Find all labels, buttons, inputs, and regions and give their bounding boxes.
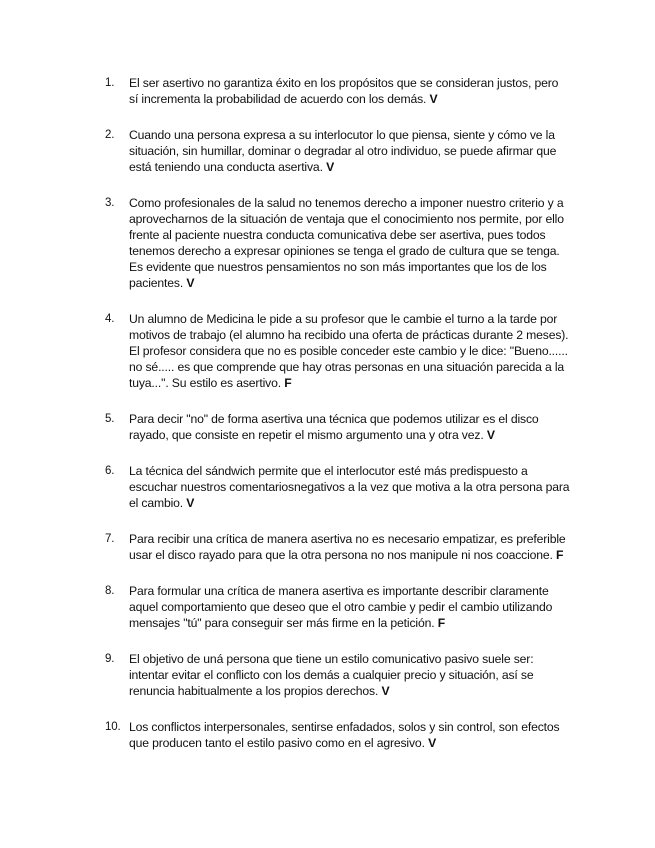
- item-number: 1.: [105, 77, 115, 89]
- item-text: Un alumno de Medicina le pide a su profesor que le cambie el turno a la tarde por motivos de trabajo (el alumno ha recibido una oferta de prácticas durante 2 meses). El profesor considera que no es posible conceder este cambio y le dice: "Bueno...... no sé..... es que comprende que hay otras personas en una situación parecida a la tuya...". Su estilo es asertivo.: [129, 312, 569, 390]
- item-number: 5.: [105, 413, 115, 425]
- item-number: 9.: [105, 653, 115, 665]
- item-answer: V: [186, 276, 195, 290]
- list-item: [105, 75, 570, 107]
- item-answer: F: [556, 548, 564, 562]
- item-text: Para decir "no" de forma asertiva una técnica que podemos utilizar es el disco rayado, que consiste en repetir el mismo argumento una y otra vez.: [129, 412, 539, 442]
- item-number: 10.: [105, 721, 121, 733]
- list-item: [105, 195, 570, 291]
- item-text: Cuando una persona expresa a su interlocutor lo que piensa, siente y cómo ve la situación, sin humillar, dominar o degradar al otro individuo, se puede afirmar que está teniendo una conducta asertiva.: [129, 128, 557, 174]
- item-answer: F: [284, 376, 292, 390]
- item-number: 2.: [105, 129, 115, 141]
- item-text: Como profesionales de la salud no tenemos derecho a imponer nuestro criterio y a aprovecharnos de la situación de ventaja que el conocimiento nos permite, por ello frente al paciente nuestra conducta comunicativa debe ser asertiva, pues todos tenemos derecho a expresar opiniones se tenga el grado de cultura que se tenga. Es evidente que nuestros pensamientos no son más importantes que los de los pacientes.: [129, 196, 564, 290]
- item-answer: V: [428, 736, 437, 750]
- item-text: Los conflictos interpersonales, sentirse enfadados, solos y sin control, son efectos que producen tanto el estilo pasivo como en el agresivo.: [129, 720, 560, 750]
- item-answer: V: [429, 92, 438, 106]
- item-text: Para formular una crítica de manera asertiva es importante describir claramente aquel comportamiento que deseo que el otro cambie y pedir el cambio utilizando mensajes "tú" para conseguir ser más firme en la petición.: [129, 584, 553, 630]
- list-item: [105, 719, 570, 751]
- list-item: [105, 531, 570, 563]
- list-item: [105, 411, 570, 443]
- item-answer: V: [381, 684, 390, 698]
- item-text: Para recibir una crítica de manera asertiva no es necesario empatizar, es preferible usar el disco rayado para que la otra persona no nos manipule ni nos coaccione.: [129, 532, 566, 562]
- item-text: La técnica del sándwich permite que el interlocutor esté más predispuesto a escuchar nuestros comentariosnegativos a la vez que motiva a la otra persona para el cambio.: [129, 464, 570, 510]
- list-item: [105, 651, 570, 699]
- item-number: 6.: [105, 465, 115, 477]
- list-item: [105, 463, 570, 511]
- true-false-list: [105, 75, 570, 771]
- list-item: [105, 311, 570, 391]
- item-text: El ser asertivo no garantiza éxito en los propósitos que se consideran justos, pero sí incrementa la probabilidad de acuerdo con los demás.: [129, 76, 559, 106]
- item-text: El objetivo de uná persona que tiene un estilo comunicativo pasivo suele ser: intentar evitar el conflicto con los demás a cualquier precio y situación, así se renuncia habitualmente a los propios derechos.: [129, 652, 534, 698]
- item-answer: V: [326, 160, 335, 174]
- item-answer: F: [437, 616, 446, 630]
- item-number: 8.: [105, 585, 115, 597]
- item-number: 7.: [105, 533, 115, 545]
- list-item: [105, 127, 570, 175]
- list-item: [105, 583, 570, 631]
- item-answer: V: [186, 496, 195, 510]
- item-answer: V: [486, 428, 495, 442]
- item-number: 3.: [105, 197, 115, 209]
- item-number: 4.: [105, 313, 115, 325]
